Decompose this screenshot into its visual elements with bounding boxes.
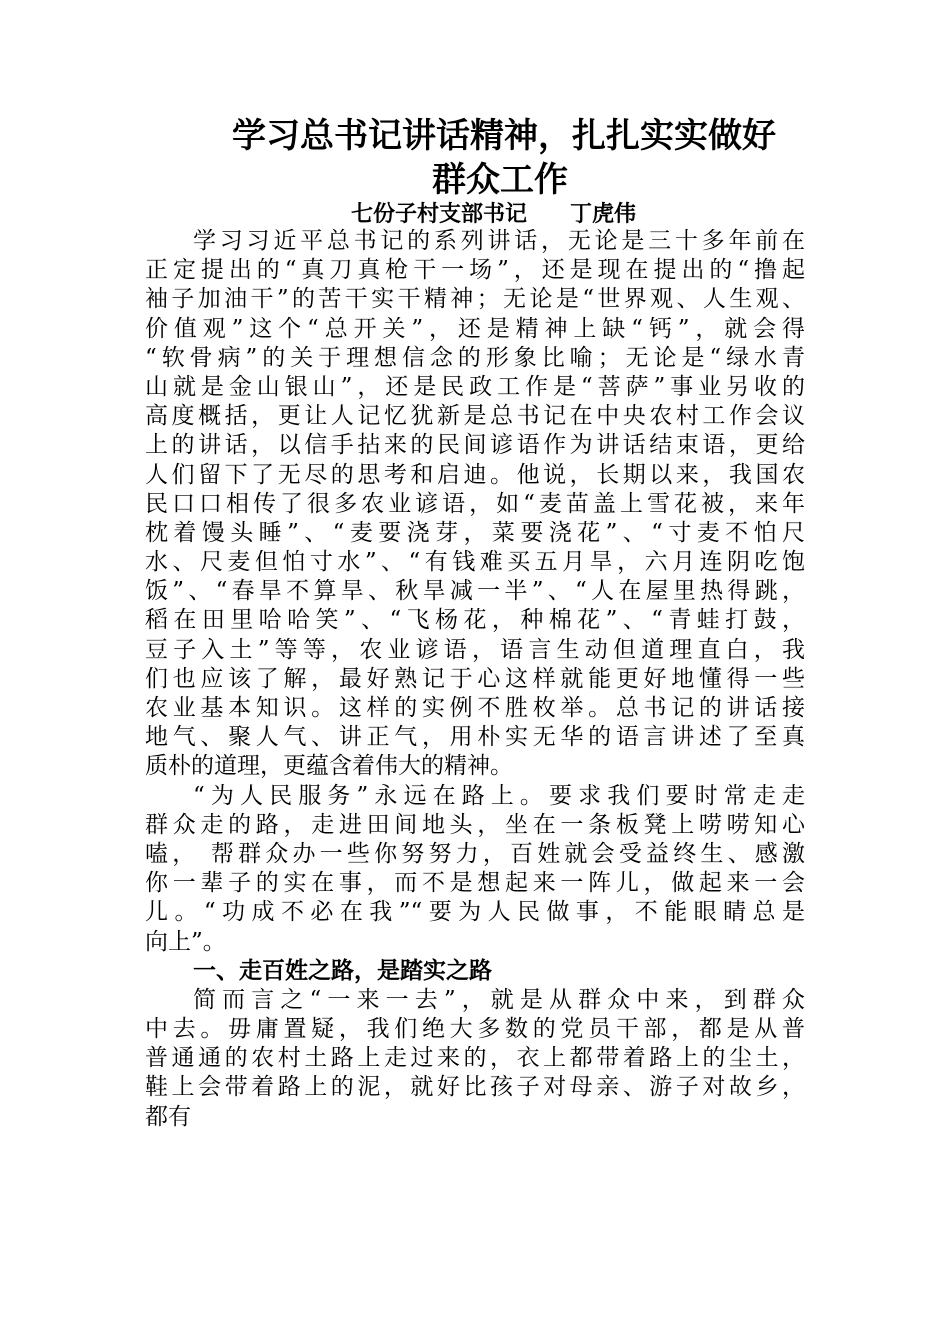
body-line: 水、尺麦但怕寸水”、“有钱难买五月旱，六月连阴吃饱 — [145, 549, 805, 576]
body-line: 普通通的农村土路上走过来的，衣上都带着路上的尘土， — [145, 1045, 805, 1072]
body-line: 袖子加油干”的苦干实干精神；无论是“世界观、人生观、 — [145, 286, 805, 313]
author-name: 丁虎伟 — [570, 201, 637, 227]
body-line: 地气、聚人气、讲正气，用朴实无华的语言讲述了至真 — [145, 724, 805, 751]
body-line: 高度概括，更让人记忆犹新是总书记在中央农村工作会议 — [145, 403, 805, 430]
document-title-line-2: 群众工作 — [432, 160, 568, 200]
body-line: 嗑， 帮群众办一些你努努力，百姓就会受益终生、感激 — [145, 840, 805, 867]
body-line: 人们留下了无尽的思考和启迪。他说，长期以来，我国农 — [145, 461, 805, 488]
body-line: 中去。毋庸置疑，我们绝大多数的党员干部，都是从普 — [145, 1016, 805, 1043]
body-line: 儿。“功成不必在我”“要为人民做事，不能眼睛总是 — [145, 899, 805, 926]
section-heading: 一、走百姓之路，是踏实之路 — [193, 957, 492, 984]
document-body — [145, 227, 805, 1132]
body-line: “为人民服务”永远在路上。要求我们要时常走走 — [193, 782, 805, 809]
body-line: 民口口相传了很多农业谚语，如“麦苗盖上雪花被，来年 — [145, 490, 805, 517]
body-line: 枕着馒头睡”、“麦要浇芽，菜要浇花”、“寸麦不怕尺 — [145, 519, 805, 546]
body-line: “软骨病”的关于理想信念的形象比喻；无论是“绿水青 — [145, 344, 805, 371]
body-line: 正定提出的“真刀真枪干一场”，还是现在提出的“撸起 — [145, 257, 805, 284]
body-line: 农业基本知识。这样的实例不胜枚举。总书记的讲话接 — [145, 695, 805, 721]
body-line: 群众走的路，走进田间地头，坐在一条板凳上唠唠知心 — [145, 811, 805, 838]
body-line: 质朴的道理，更蕴含着伟大的精神。 — [145, 753, 513, 780]
body-line: 鞋上会带着路上的泥，就好比孩子对母亲、游子对故乡， — [145, 1074, 805, 1101]
body-line: 学习习近平总书记的系列讲话，无论是三十多年前在 — [193, 228, 805, 254]
body-line: 们也应该了解，最好熟记于心这样就能更好地懂得一些 — [145, 665, 805, 692]
body-line: 上的讲话，以信手拈来的民间谚语作为讲话结束语，更给 — [145, 432, 805, 459]
body-line: 你一辈子的实在事，而不是想起来一阵儿，做起来一会 — [145, 870, 805, 897]
author-position: 七份子村支部书记 — [351, 201, 528, 227]
body-line: 价值观”这个“总开关”，还是精神上缺“钙”，就会得 — [145, 315, 805, 342]
body-line: 稻在田里哈哈笑”、“飞杨花，种棉花”、“青蛙打鼓， — [145, 607, 805, 634]
document-title-line-1: 学习总书记讲话精神，扎扎实实做好 — [232, 116, 776, 156]
body-line: 都有 — [145, 1103, 191, 1130]
body-line: 豆子入土”等等，农业谚语，语言生动但道理直白，我 — [145, 636, 805, 663]
body-line: 饭”、“春旱不算旱、秋旱减一半”、“人在屋里热得跳， — [145, 578, 805, 605]
body-line: 山就是金山银山”，还是民政工作是“菩萨”事业另收的 — [145, 373, 805, 400]
body-line: 简而言之“一来一去”，就是从群众中来，到群众 — [193, 986, 805, 1013]
body-line: 向上”。 — [145, 928, 226, 955]
